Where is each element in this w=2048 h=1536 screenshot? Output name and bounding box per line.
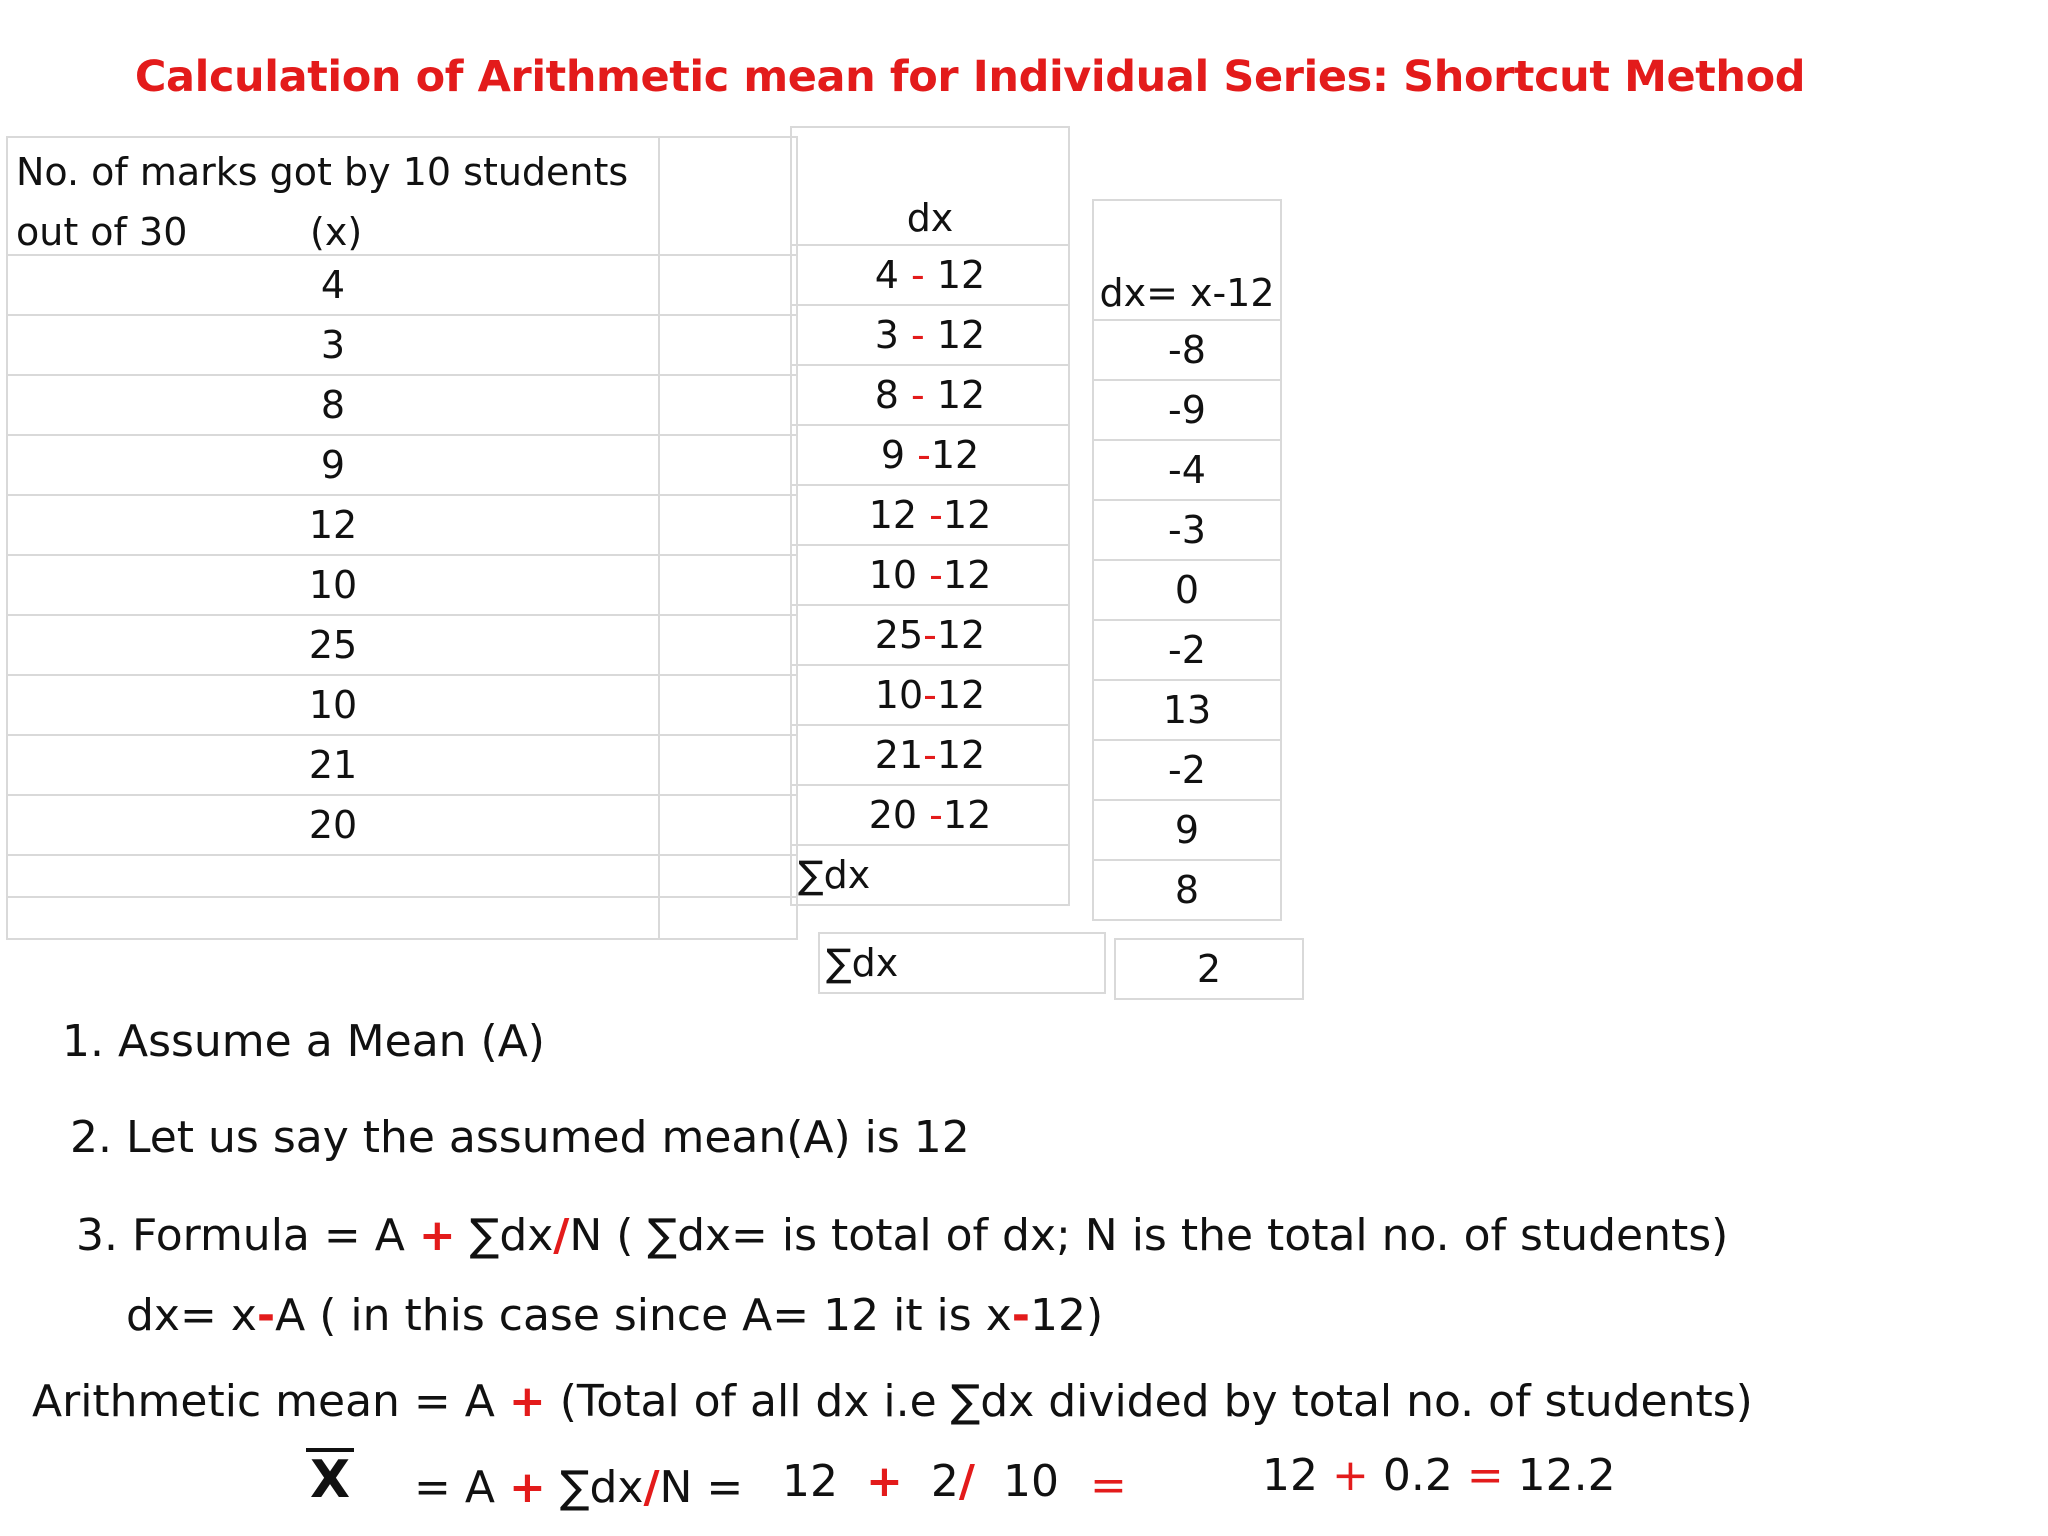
marks-header-cell (7, 137, 659, 255)
x-bar-symbol: X (306, 1448, 354, 1508)
dx-value: -9 (1093, 380, 1281, 440)
arithmetic-mean-definition: Arithmetic mean = A + (Total of all dx i.e ∑dx divided by total no. of students) (32, 1376, 1753, 1427)
marks-table (6, 136, 798, 940)
marks-value: 3 (7, 315, 659, 375)
formula-substitution: 12 + 2/ 10 (782, 1456, 1059, 1507)
marks-value: 21 (7, 735, 659, 795)
marks-value: 8 (7, 375, 659, 435)
dx-expr-row: 3 - 12 (791, 305, 1069, 365)
dx-expression-table (790, 126, 1070, 906)
dx-expr-row: 9 -12 (791, 425, 1069, 485)
marks-value: 4 (7, 255, 659, 315)
dx-expr-row: 25-12 (791, 605, 1069, 665)
dx-expr-row: 10 -12 (791, 545, 1069, 605)
dx-value: -8 (1093, 320, 1281, 380)
dx-expr-row: 8 - 12 (791, 365, 1069, 425)
dx-value: 13 (1093, 680, 1281, 740)
step-3-formula: 3. Formula = A + ∑dx/N ( ∑dx= is total of dx; N is the total no. of students) (76, 1210, 1729, 1261)
dx-expr-sum-label: ∑dx (791, 845, 1069, 905)
marks-value: 12 (7, 495, 659, 555)
marks-value: 9 (7, 435, 659, 495)
dx-value: -2 (1093, 740, 1281, 800)
step-3-dx-definition: dx= x-A ( in this case since A= 12 it is x-12) (126, 1290, 1104, 1341)
dx-value: 9 (1093, 800, 1281, 860)
marks-header-line2a: out of 30 (16, 210, 188, 254)
dx-expr-row: 4 - 12 (791, 245, 1069, 305)
marks-value: 10 (7, 555, 659, 615)
sum-label: ∑dx (819, 933, 1105, 993)
dx-value: -3 (1093, 500, 1281, 560)
marks-value: 20 (7, 795, 659, 855)
dx-value: -2 (1093, 620, 1281, 680)
dx-expr-row: 21-12 (791, 725, 1069, 785)
dx-expr-row: 12 -12 (791, 485, 1069, 545)
dx-expr-row: 10-12 (791, 665, 1069, 725)
marks-value: 25 (7, 615, 659, 675)
sum-value: 2 (1115, 939, 1303, 999)
marks-value: 10 (7, 675, 659, 735)
sum-value-box (1114, 938, 1304, 1000)
formula-lhs: = A + ∑dx/N = (414, 1462, 744, 1513)
marks-header-line2b: (x) (310, 210, 363, 254)
step-2: 2. Let us say the assumed mean(A) is 12 (70, 1112, 970, 1163)
sum-label-box (818, 932, 1106, 994)
marks-header-line1: No. of marks got by 10 students (16, 150, 629, 194)
dx-values-header: dx= x-12 (1093, 200, 1281, 320)
formula-equals: = (1090, 1460, 1127, 1511)
marks-empty-cell (659, 137, 797, 255)
dx-values-table (1092, 199, 1282, 921)
page-title: Calculation of Arithmetic mean for Individual Series: Shortcut Method (134, 52, 1806, 102)
formula-result: 12 + 0.2 = 12.2 (1262, 1450, 1616, 1501)
dx-value: -4 (1093, 440, 1281, 500)
dx-expr-row: 20 -12 (791, 785, 1069, 845)
dx-value: 8 (1093, 860, 1281, 920)
dx-expr-header: dx (791, 127, 1069, 245)
step-1: 1. Assume a Mean (A) (62, 1016, 545, 1067)
dx-value: 0 (1093, 560, 1281, 620)
